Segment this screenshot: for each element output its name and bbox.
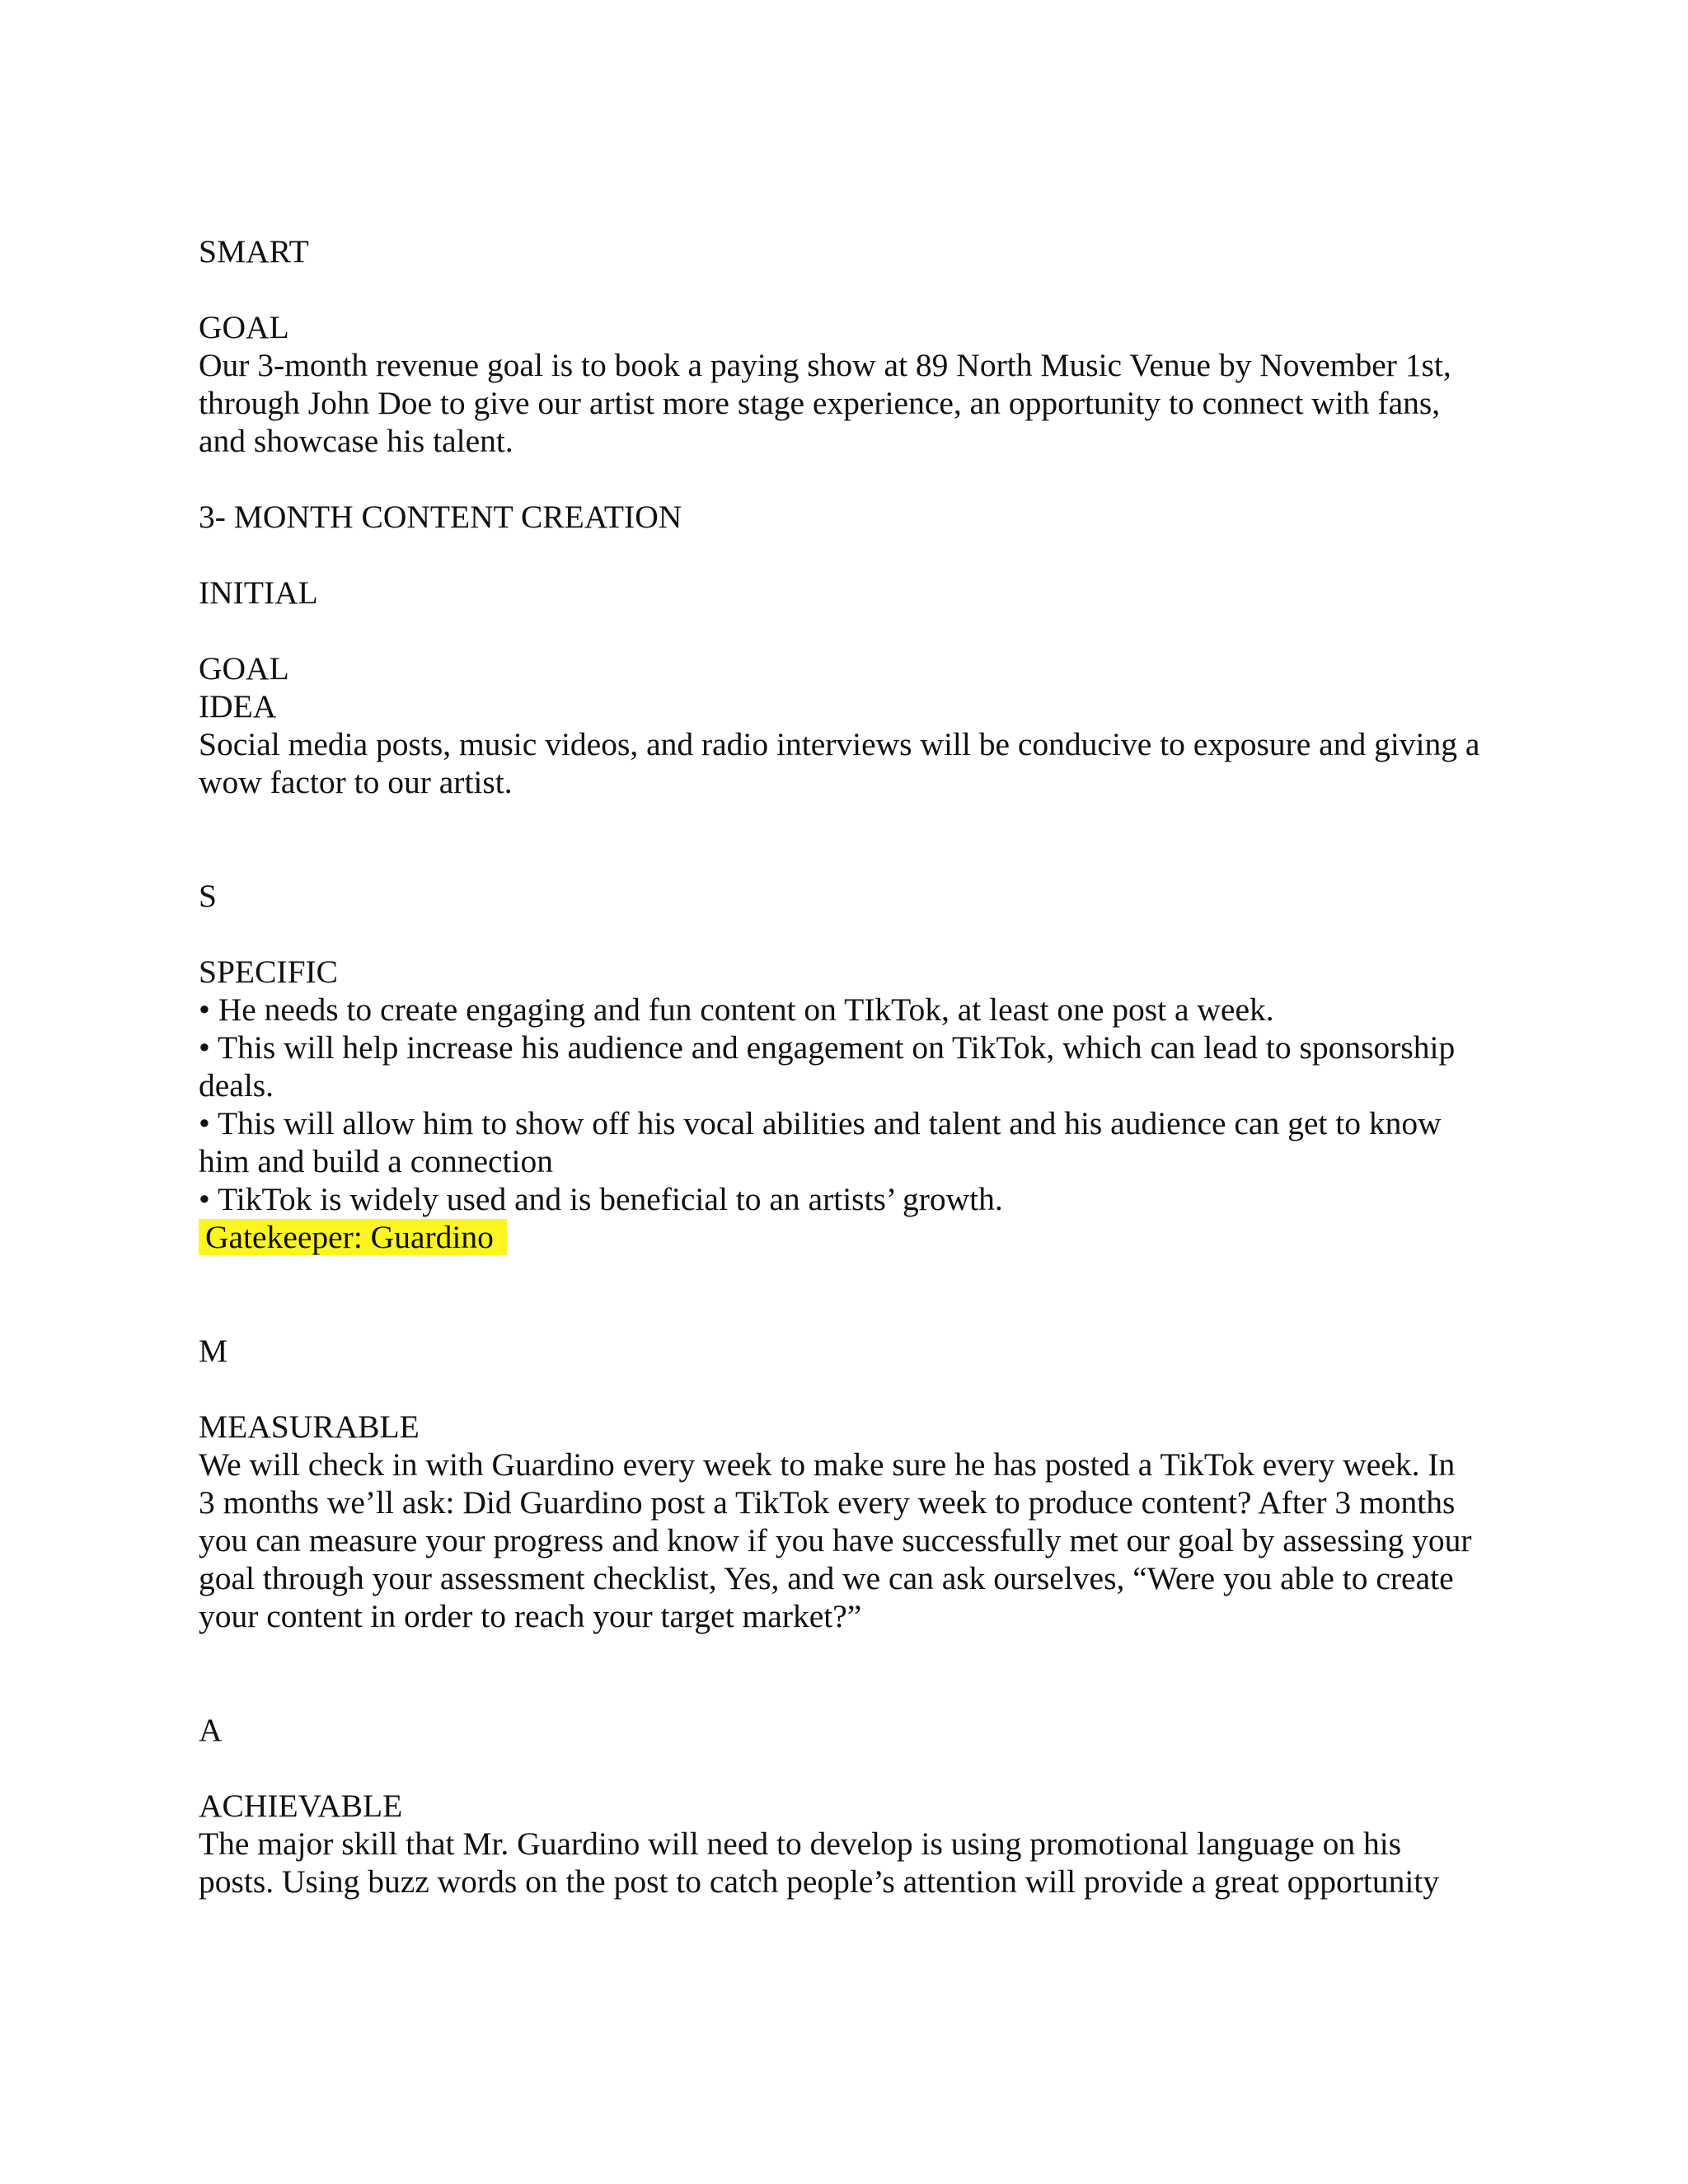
measurable-text: We will check in with Guardino every week to make sure he has posted a TikTok every week. In 3 months we’ll ask: Did Guardino post a TikTok every week to produce content? After 3 months you can measure your progress and know if you have successfully met our goal by assessing your goal through your assessment checklist, Yes, and we can ask ourselves, “Were you able to create your content in order to reach your target market?” — [199, 1446, 1472, 1634]
spacer — [199, 1749, 1501, 1787]
spacer — [199, 1370, 1501, 1408]
specific-bullet: • This will help increase his audience and engagement on TikTok, which can lead to sponsorship deals. — [199, 1029, 1456, 1104]
initial-heading: INITIAL — [199, 574, 318, 611]
spacer — [199, 1256, 1501, 1332]
specific-heading: SPECIFIC — [199, 954, 339, 990]
achievable-heading: ACHIEVABLE — [199, 1788, 403, 1824]
content-creation-heading: 3- MONTH CONTENT CREATION — [199, 499, 682, 535]
smart-title: SMART — [199, 233, 309, 269]
specific-bullet: • He needs to create engaging and fun content on TIkTok, at least one post a week. — [199, 991, 1274, 1028]
initial-goal-heading: GOAL — [199, 650, 289, 687]
achievable-text: The major skill that Mr. Guardino will need to develop is using promotional language on his posts. Using buzz words on the post to catch people’s attention will provide a great opportunity — [199, 1825, 1440, 1900]
measurable-heading: MEASURABLE — [199, 1408, 420, 1445]
spacer — [199, 915, 1501, 953]
goal-text: Our 3-month revenue goal is to book a paying show at 89 North Music Venue by November 1st, through John Doe to give our artist more stage experience, an opportunity to connect with fans, and showcase his talent. — [199, 347, 1451, 459]
gatekeeper-line — [199, 1218, 1501, 1256]
spacer — [199, 536, 1501, 574]
spacer — [199, 460, 1501, 498]
spacer — [199, 612, 1501, 649]
achievable-letter: A — [199, 1712, 223, 1748]
idea-text: Social media posts, music videos, and radio interviews will be conducive to exposure and giving a wow factor to our artist. — [199, 726, 1480, 800]
gatekeeper-highlight: Gatekeeper: Guardino — [199, 1219, 507, 1255]
document-body — [199, 232, 1501, 1900]
spacer — [199, 801, 1501, 877]
specific-bullet: • This will allow him to show off his vocal abilities and talent and his audience can get to know him and build a connection — [199, 1105, 1442, 1179]
specific-letter: S — [199, 878, 217, 914]
spacer — [199, 270, 1501, 308]
specific-bullet: • TikTok is widely used and is beneficial to an artists’ growth. — [199, 1181, 1003, 1217]
goal-heading: GOAL — [199, 309, 289, 345]
spacer — [199, 1635, 1501, 1711]
idea-heading: IDEA — [199, 688, 277, 724]
measurable-letter: M — [199, 1333, 228, 1369]
